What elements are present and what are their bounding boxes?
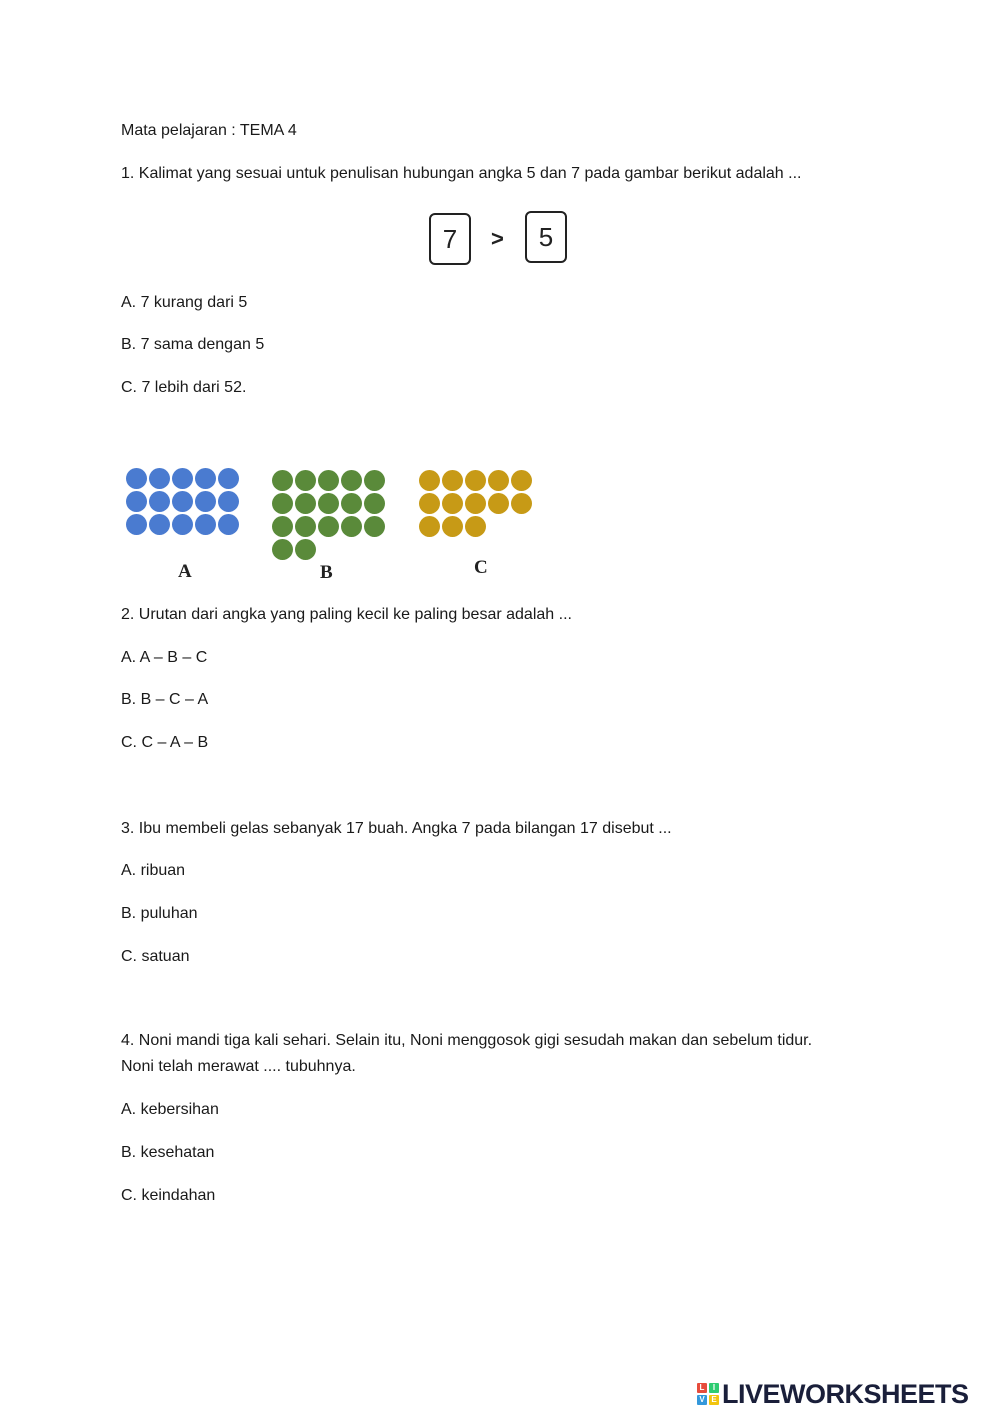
dot [419,470,440,491]
dot [295,539,316,560]
q4-option-b[interactable]: B. kesehatan [121,1144,215,1161]
dot [364,470,385,491]
greater-than-sign: > [491,226,504,251]
dot [465,493,486,514]
q2-option-a[interactable]: A. A – B – C [121,649,208,666]
dot [419,493,440,514]
dot [341,470,362,491]
dot [364,493,385,514]
dot [318,470,339,491]
dot [442,516,463,537]
dot [341,516,362,537]
dot [218,491,239,512]
dot [295,516,316,537]
q3-option-c[interactable]: C. satuan [121,948,190,965]
q3-option-b[interactable]: B. puluhan [121,905,198,922]
liveworksheets-logo-icon [697,1383,719,1405]
dot [341,493,362,514]
watermark-text: LIVEWORKSHEETS [722,1378,969,1409]
dot [172,491,193,512]
dot [442,493,463,514]
logo-letter-i: I [709,1383,719,1393]
q1-option-a[interactable]: A. 7 kurang dari 5 [121,294,248,311]
question-4-text-line-2: Noni telah merawat .... tubuhnya. [121,1058,356,1075]
q4-option-a[interactable]: A. kebersihan [121,1101,219,1118]
dot [511,470,532,491]
dot [149,468,170,489]
dot [172,514,193,535]
number-box-right: 5 [525,211,567,263]
dot [511,493,532,514]
dot [318,493,339,514]
dot [126,468,147,489]
q1-option-b[interactable]: B. 7 sama dengan 5 [121,336,265,353]
dot-group-a-label: A [178,561,192,582]
dot [172,468,193,489]
dot [364,516,385,537]
dot [465,470,486,491]
dot [465,516,486,537]
dot-group-b-label: B [320,562,333,583]
logo-letter-e: E [709,1395,719,1405]
dot [195,468,216,489]
dot-group-c-label: C [474,557,488,578]
dot [295,493,316,514]
logo-letter-v: V [697,1395,707,1405]
dot [442,470,463,491]
question-1-text: 1. Kalimat yang sesuai untuk penulisan hubungan angka 5 dan 7 pada gambar berikut adalah ... [121,165,802,182]
dot [218,468,239,489]
dot [272,470,293,491]
dot [295,470,316,491]
dot [419,516,440,537]
dot [149,491,170,512]
dot [218,514,239,535]
q1-option-c[interactable]: C. 7 lebih dari 52. [121,379,247,396]
q2-option-b[interactable]: B. B – C – A [121,691,209,708]
number-box-left: 7 [429,213,471,265]
logo-letter-l: L [697,1383,707,1393]
dot [318,516,339,537]
liveworksheets-watermark [697,1380,969,1408]
question-4-text-line-1: 4. Noni mandi tiga kali sehari. Selain itu, Noni menggosok gigi sesudah makan dan sebelum tidur. [121,1032,813,1049]
dot [195,491,216,512]
q2-option-c[interactable]: C. C – A – B [121,734,209,751]
question-2-text: 2. Urutan dari angka yang paling kecil ke paling besar adalah ... [121,606,572,623]
q4-option-c[interactable]: C. keindahan [121,1187,216,1204]
dot [488,493,509,514]
dot [126,514,147,535]
subject-heading: Mata pelajaran : TEMA 4 [121,122,297,139]
dot [149,514,170,535]
question-3-text: 3. Ibu membeli gelas sebanyak 17 buah. Angka 7 pada bilangan 17 disebut ... [121,820,672,837]
dot [195,514,216,535]
dot [272,539,293,560]
dot [272,493,293,514]
dot [272,516,293,537]
dot [126,491,147,512]
q3-option-a[interactable]: A. ribuan [121,862,186,879]
dot [488,470,509,491]
